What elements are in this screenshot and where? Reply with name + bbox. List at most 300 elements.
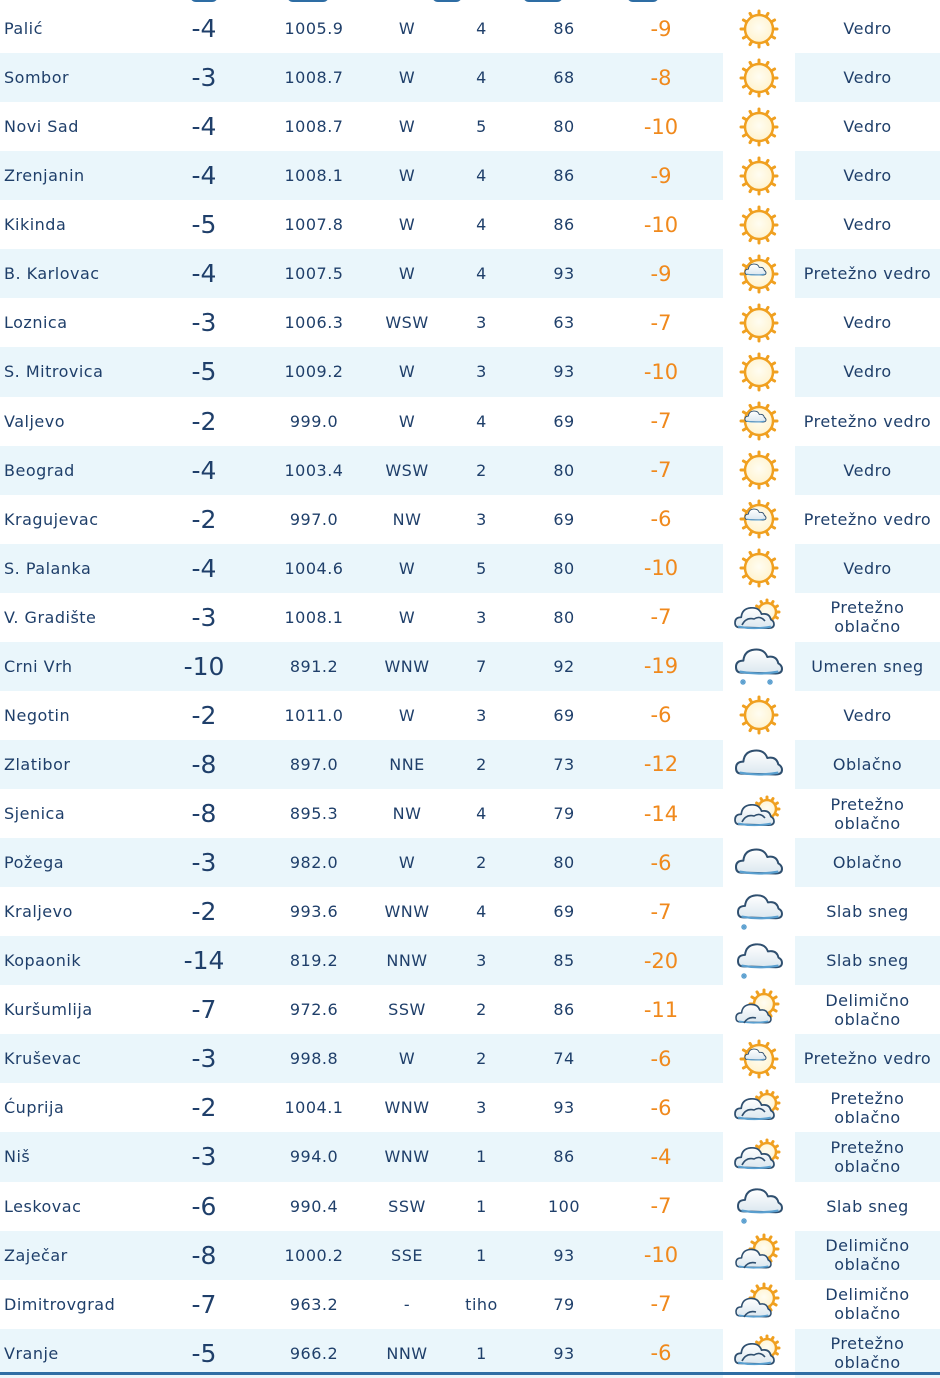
humidity-cell: 80 (553, 460, 575, 480)
feels-like-cell: -6 (650, 1341, 672, 1366)
city-cell: Kuršumlija (4, 1000, 93, 1020)
pressure-cell: 1004.1 (284, 1098, 344, 1118)
condition-cell: Pretežno oblačno (830, 1334, 905, 1373)
weather-icon-cell (723, 1132, 795, 1181)
humidity-cell: 86 (553, 19, 575, 39)
humidity-cell: 93 (553, 362, 575, 382)
temperature-cell: -3 (191, 63, 217, 93)
sun-icon (734, 7, 784, 51)
feels-like-cell: -6 (650, 507, 672, 532)
city-cell: B. Karlovac (4, 264, 100, 284)
pressure-cell: 1009.2 (284, 362, 344, 382)
weather-icon-cell (723, 4, 795, 53)
wind-speed-cell: 1 (476, 1147, 487, 1167)
city-cell: Negotin (4, 705, 71, 725)
feels-like-cell: -10 (643, 1243, 679, 1268)
humidity-cell: 80 (553, 607, 575, 627)
temperature-cell: -3 (191, 602, 217, 632)
wind-speed-cell: 4 (476, 264, 487, 284)
wind-direction-cell: WNW (384, 1098, 430, 1118)
temperature-cell: -8 (191, 749, 217, 779)
temperature-cell: -5 (191, 210, 217, 240)
feels-like-cell: -9 (650, 163, 672, 188)
weather-icon-cell (723, 1083, 795, 1132)
sun-small-cloud-icon (734, 1037, 784, 1081)
sun-icon (734, 105, 784, 149)
temperature-cell: -2 (191, 406, 217, 436)
cloud-sun-behind-icon (734, 595, 784, 639)
table-row (0, 544, 940, 593)
table-row (0, 495, 940, 544)
temperature-cell: -5 (191, 357, 217, 387)
condition-cell: Slab sneg (826, 951, 909, 971)
feels-like-cell: -7 (650, 310, 672, 335)
pressure-cell: 997.0 (289, 509, 339, 529)
table-row (0, 102, 940, 151)
wind-direction-cell: W (398, 853, 416, 873)
temperature-cell: -2 (191, 1093, 217, 1123)
condition-cell: Slab sneg (826, 1196, 909, 1216)
feels-like-cell: -6 (650, 850, 672, 875)
weather-icon-cell (723, 936, 795, 985)
wind-direction-cell: SSW (388, 1196, 426, 1216)
wind-speed-cell: 4 (476, 19, 487, 39)
temperature-cell: -10 (183, 651, 225, 681)
wind-speed-cell: 3 (476, 1098, 487, 1118)
pressure-cell: 994.0 (289, 1147, 339, 1167)
pressure-cell: 1004.6 (284, 558, 344, 578)
humidity-cell: 93 (553, 1245, 575, 1265)
weather-icon-cell (723, 446, 795, 495)
humidity-cell: 79 (553, 1294, 575, 1314)
temperature-cell: -4 (191, 455, 217, 485)
feels-like-cell: -6 (650, 1046, 672, 1071)
cloud-sun-behind-icon (734, 1086, 784, 1130)
table-row (0, 1182, 940, 1231)
cloud-light-snow-icon (734, 939, 784, 983)
pressure-cell: 1008.1 (284, 166, 344, 186)
wind-speed-cell: 2 (476, 754, 487, 774)
weather-icon-cell (723, 53, 795, 102)
city-cell: S. Palanka (4, 558, 92, 578)
wind-speed-cell: 2 (476, 1000, 487, 1020)
condition-cell: Pretežno vedro (803, 264, 932, 284)
table-row (0, 397, 940, 446)
temperature-cell: -3 (191, 848, 217, 878)
pressure-cell: 897.0 (289, 754, 339, 774)
city-cell: Ćuprija (4, 1098, 65, 1118)
city-cell: Dimitrovgrad (4, 1294, 116, 1314)
weather-icon-cell (723, 397, 795, 446)
city-cell: S. Mitrovica (4, 362, 104, 382)
city-cell: Zlatibor (4, 754, 71, 774)
condition-cell: Vedro (843, 117, 892, 137)
city-cell: Kraljevo (4, 902, 73, 922)
feels-like-cell: -19 (643, 654, 679, 679)
weather-icon-cell (723, 1329, 795, 1378)
table-row (0, 1034, 940, 1083)
weather-icon-cell (723, 593, 795, 642)
weather-icon-cell (723, 102, 795, 151)
pressure-cell: 999.0 (289, 411, 339, 431)
wind-speed-cell: 2 (476, 853, 487, 873)
sun-small-cloud-icon (734, 252, 784, 296)
city-cell: V. Gradište (4, 607, 97, 627)
condition-cell: Vedro (843, 705, 892, 725)
wind-speed-cell: 2 (476, 1049, 487, 1069)
sun-small-cloud-icon (734, 399, 784, 443)
temperature-cell: -8 (191, 1240, 217, 1270)
wind-direction-cell: - (403, 1294, 411, 1314)
humidity-cell: 74 (553, 1049, 575, 1069)
table-row (0, 249, 940, 298)
wind-speed-cell: 5 (476, 117, 487, 137)
table-row (0, 347, 940, 396)
humidity-cell: 100 (547, 1196, 581, 1216)
table-row (0, 298, 940, 347)
feels-like-cell: -7 (650, 899, 672, 924)
cloud-sun-behind-icon (734, 1135, 784, 1179)
wind-speed-cell: 2 (476, 460, 487, 480)
wind-speed-cell: 7 (476, 656, 487, 676)
wind-direction-cell: SSW (388, 1000, 426, 1020)
humidity-cell: 85 (553, 951, 575, 971)
city-cell: Valjevo (4, 411, 65, 431)
wind-direction-cell: W (398, 607, 416, 627)
sun-cloud-icon (734, 1233, 784, 1277)
condition-cell: Pretežno vedro (803, 509, 932, 529)
weather-icon-cell (723, 151, 795, 200)
feels-like-cell: -6 (650, 703, 672, 728)
condition-cell: Vedro (843, 362, 892, 382)
pressure-cell: 1008.1 (284, 607, 344, 627)
wind-speed-cell: 3 (476, 509, 487, 529)
feels-like-cell: -7 (650, 458, 672, 483)
pressure-cell: 1008.7 (284, 117, 344, 137)
city-cell: Niš (4, 1147, 31, 1167)
weather-icon-cell (723, 1182, 795, 1231)
sun-icon (734, 154, 784, 198)
city-cell: Sjenica (4, 804, 66, 824)
wind-direction-cell: W (398, 68, 416, 88)
weather-icon-cell (723, 1231, 795, 1280)
feels-like-cell: -20 (643, 948, 679, 973)
humidity-cell: 92 (553, 656, 575, 676)
condition-cell: Vedro (843, 460, 892, 480)
condition-cell: Pretežno oblačno (830, 1137, 905, 1176)
city-cell: Beograd (4, 460, 75, 480)
temperature-cell: -7 (191, 995, 217, 1025)
weather-icon-cell (723, 838, 795, 887)
cloud-icon (734, 841, 784, 885)
temperature-cell: -5 (191, 1338, 217, 1368)
wind-direction-cell: W (398, 1049, 416, 1069)
feels-like-cell: -10 (643, 114, 679, 139)
weather-icon-cell (723, 495, 795, 544)
temperature-cell: -3 (191, 1142, 217, 1172)
humidity-cell: 86 (553, 215, 575, 235)
weather-icon-cell (723, 642, 795, 691)
table-row (0, 740, 940, 789)
humidity-cell: 86 (553, 166, 575, 186)
city-cell: Kopaonik (4, 951, 82, 971)
pressure-cell: 990.4 (289, 1196, 339, 1216)
weather-icon-cell (723, 740, 795, 789)
pressure-cell: 998.8 (289, 1049, 339, 1069)
wind-speed-cell: 4 (476, 166, 487, 186)
weather-icon-cell (723, 789, 795, 838)
wind-direction-cell: WNW (384, 656, 430, 676)
table-row (0, 593, 940, 642)
pressure-cell: 1007.8 (284, 215, 344, 235)
humidity-cell: 86 (553, 1147, 575, 1167)
weather-icon-cell (723, 1034, 795, 1083)
sun-cloud-icon (734, 988, 784, 1032)
sun-icon (734, 203, 784, 247)
city-cell: Loznica (4, 313, 68, 333)
humidity-cell: 80 (553, 558, 575, 578)
wind-direction-cell: NW (392, 509, 422, 529)
temperature-cell: -2 (191, 700, 217, 730)
feels-like-cell: -7 (650, 1292, 672, 1317)
temperature-cell: -3 (191, 1044, 217, 1074)
wind-speed-cell: 4 (476, 68, 487, 88)
temperature-cell: -2 (191, 504, 217, 534)
pressure-cell: 895.3 (289, 804, 339, 824)
wind-speed-cell: 3 (476, 705, 487, 725)
feels-like-cell: -10 (643, 556, 679, 581)
wind-direction-cell: W (398, 705, 416, 725)
city-cell: Palić (4, 19, 43, 39)
condition-cell: Pretežno oblačno (830, 1088, 905, 1127)
sun-icon (734, 301, 784, 345)
condition-cell: Oblačno (832, 853, 903, 873)
table-row (0, 985, 940, 1034)
table-row (0, 446, 940, 495)
feels-like-cell: -7 (650, 1194, 672, 1219)
condition-cell: Vedro (843, 313, 892, 333)
feels-like-cell: -8 (650, 65, 672, 90)
pressure-cell: 1003.4 (284, 460, 344, 480)
condition-cell: Delimično oblačno (825, 1236, 910, 1275)
condition-cell: Umeren sneg (811, 656, 924, 676)
temperature-cell: -4 (191, 259, 217, 289)
humidity-cell: 69 (553, 902, 575, 922)
wind-speed-cell: 3 (476, 313, 487, 333)
feels-like-cell: -7 (650, 605, 672, 630)
wind-speed-cell: 4 (476, 215, 487, 235)
table-row (0, 838, 940, 887)
humidity-cell: 93 (553, 264, 575, 284)
cloud-sun-behind-icon (734, 792, 784, 836)
wind-direction-cell: W (398, 19, 416, 39)
condition-cell: Vedro (843, 19, 892, 39)
wind-speed-cell: 1 (476, 1196, 487, 1216)
feels-like-cell: -9 (650, 16, 672, 41)
wind-direction-cell: NW (392, 804, 422, 824)
cloud-sun-behind-icon (734, 1331, 784, 1375)
wind-direction-cell: W (398, 411, 416, 431)
wind-speed-cell: 3 (476, 362, 487, 382)
pressure-cell: 993.6 (289, 902, 339, 922)
weather-icon-cell (723, 1280, 795, 1329)
wind-direction-cell: WSW (385, 313, 429, 333)
weather-icon-cell (723, 347, 795, 396)
wind-speed-cell: 4 (476, 902, 487, 922)
feels-like-cell: -4 (650, 1144, 672, 1169)
table-row (0, 691, 940, 740)
table-row (0, 53, 940, 102)
wind-direction-cell: NNW (386, 951, 428, 971)
table-row (0, 151, 940, 200)
feels-like-cell: -11 (643, 997, 679, 1022)
condition-cell: Pretežno vedro (803, 1049, 932, 1069)
table-row (0, 1132, 940, 1181)
pressure-cell: 819.2 (289, 951, 339, 971)
condition-cell: Pretežno vedro (803, 411, 932, 431)
table-row (0, 642, 940, 691)
city-cell: Crni Vrh (4, 656, 73, 676)
weather-icon-cell (723, 887, 795, 936)
wind-direction-cell: WNW (384, 902, 430, 922)
humidity-cell: 80 (553, 853, 575, 873)
weather-icon-cell (723, 985, 795, 1034)
wind-direction-cell: W (398, 166, 416, 186)
wind-speed-cell: tiho (465, 1294, 498, 1314)
temperature-cell: -4 (191, 553, 217, 583)
pressure-cell: 1008.7 (284, 68, 344, 88)
wind-direction-cell: WNW (384, 1147, 430, 1167)
humidity-cell: 69 (553, 509, 575, 529)
temperature-cell: -4 (191, 14, 217, 44)
wind-speed-cell: 4 (476, 411, 487, 431)
humidity-cell: 80 (553, 117, 575, 137)
wind-direction-cell: W (398, 117, 416, 137)
temperature-cell: -2 (191, 897, 217, 927)
humidity-cell: 63 (553, 313, 575, 333)
wind-speed-cell: 3 (476, 951, 487, 971)
weather-table (0, 4, 940, 1378)
wind-direction-cell: W (398, 558, 416, 578)
humidity-cell: 69 (553, 705, 575, 725)
temperature-cell: -6 (191, 1191, 217, 1221)
wind-direction-cell: NNW (386, 1343, 428, 1363)
table-row (0, 1329, 940, 1378)
feels-like-cell: -6 (650, 1095, 672, 1120)
pressure-cell: 982.0 (289, 853, 339, 873)
temperature-cell: -8 (191, 799, 217, 829)
feels-like-cell: -9 (650, 261, 672, 286)
wind-speed-cell: 5 (476, 558, 487, 578)
weather-icon-cell (723, 544, 795, 593)
temperature-cell: -4 (191, 161, 217, 191)
humidity-cell: 93 (553, 1098, 575, 1118)
temperature-cell: -4 (191, 112, 217, 142)
city-cell: Novi Sad (4, 117, 79, 137)
temperature-cell: -3 (191, 308, 217, 338)
city-cell: Vranje (4, 1343, 59, 1363)
city-cell: Kikinda (4, 215, 67, 235)
cloud-light-snow-icon (734, 1184, 784, 1228)
humidity-cell: 79 (553, 804, 575, 824)
temperature-cell: -7 (191, 1289, 217, 1319)
pressure-cell: 1011.0 (284, 705, 344, 725)
pressure-cell: 1007.5 (284, 264, 344, 284)
weather-icon-cell (723, 691, 795, 740)
pressure-cell: 963.2 (289, 1294, 339, 1314)
table-row (0, 789, 940, 838)
feels-like-cell: -12 (643, 752, 679, 777)
sun-icon (734, 546, 784, 590)
temperature-cell: -14 (183, 946, 225, 976)
table-row (0, 200, 940, 249)
city-cell: Kragujevac (4, 509, 99, 529)
wind-direction-cell: SSE (391, 1245, 423, 1265)
condition-cell: Pretežno oblačno (830, 794, 905, 833)
feels-like-cell: -10 (643, 212, 679, 237)
pressure-cell: 1005.9 (284, 19, 344, 39)
table-row (0, 887, 940, 936)
wind-speed-cell: 3 (476, 607, 487, 627)
city-cell: Požega (4, 853, 65, 873)
condition-cell: Pretežno oblačno (830, 598, 905, 637)
city-cell: Kruševac (4, 1049, 82, 1069)
feels-like-cell: -14 (643, 801, 679, 826)
condition-cell: Vedro (843, 166, 892, 186)
sun-cloud-icon (734, 1282, 784, 1326)
condition-cell: Vedro (843, 215, 892, 235)
weather-icon-cell (723, 249, 795, 298)
wind-direction-cell: WSW (385, 460, 429, 480)
wind-direction-cell: NNE (389, 754, 425, 774)
humidity-cell: 93 (553, 1343, 575, 1363)
wind-direction-cell: W (398, 215, 416, 235)
wind-direction-cell: W (398, 362, 416, 382)
wind-direction-cell: W (398, 264, 416, 284)
city-cell: Zrenjanin (4, 166, 85, 186)
pressure-cell: 1006.3 (284, 313, 344, 333)
wind-speed-cell: 1 (476, 1245, 487, 1265)
feels-like-cell: -10 (643, 359, 679, 384)
humidity-cell: 73 (553, 754, 575, 774)
table-row (0, 1231, 940, 1280)
wind-speed-cell: 4 (476, 804, 487, 824)
city-cell: Leskovac (4, 1196, 82, 1216)
condition-cell: Slab sneg (826, 902, 909, 922)
humidity-cell: 86 (553, 1000, 575, 1020)
pressure-cell: 972.6 (289, 1000, 339, 1020)
table-row (0, 4, 940, 53)
wind-speed-cell: 1 (476, 1343, 487, 1363)
sun-icon (734, 693, 784, 737)
humidity-cell: 69 (553, 411, 575, 431)
table-row (0, 1280, 940, 1329)
sun-icon (734, 350, 784, 394)
humidity-cell: 68 (553, 68, 575, 88)
table-row (0, 1083, 940, 1132)
cloud-snow-icon (734, 644, 784, 688)
weather-icon-cell (723, 200, 795, 249)
condition-cell: Vedro (843, 68, 892, 88)
condition-cell: Delimično oblačno (825, 990, 910, 1029)
city-cell: Zaječar (4, 1245, 68, 1265)
pressure-cell: 891.2 (289, 656, 339, 676)
feels-like-cell: -7 (650, 409, 672, 434)
weather-icon-cell (723, 298, 795, 347)
condition-cell: Vedro (843, 558, 892, 578)
pressure-cell: 1000.2 (284, 1245, 344, 1265)
cloud-icon (734, 742, 784, 786)
